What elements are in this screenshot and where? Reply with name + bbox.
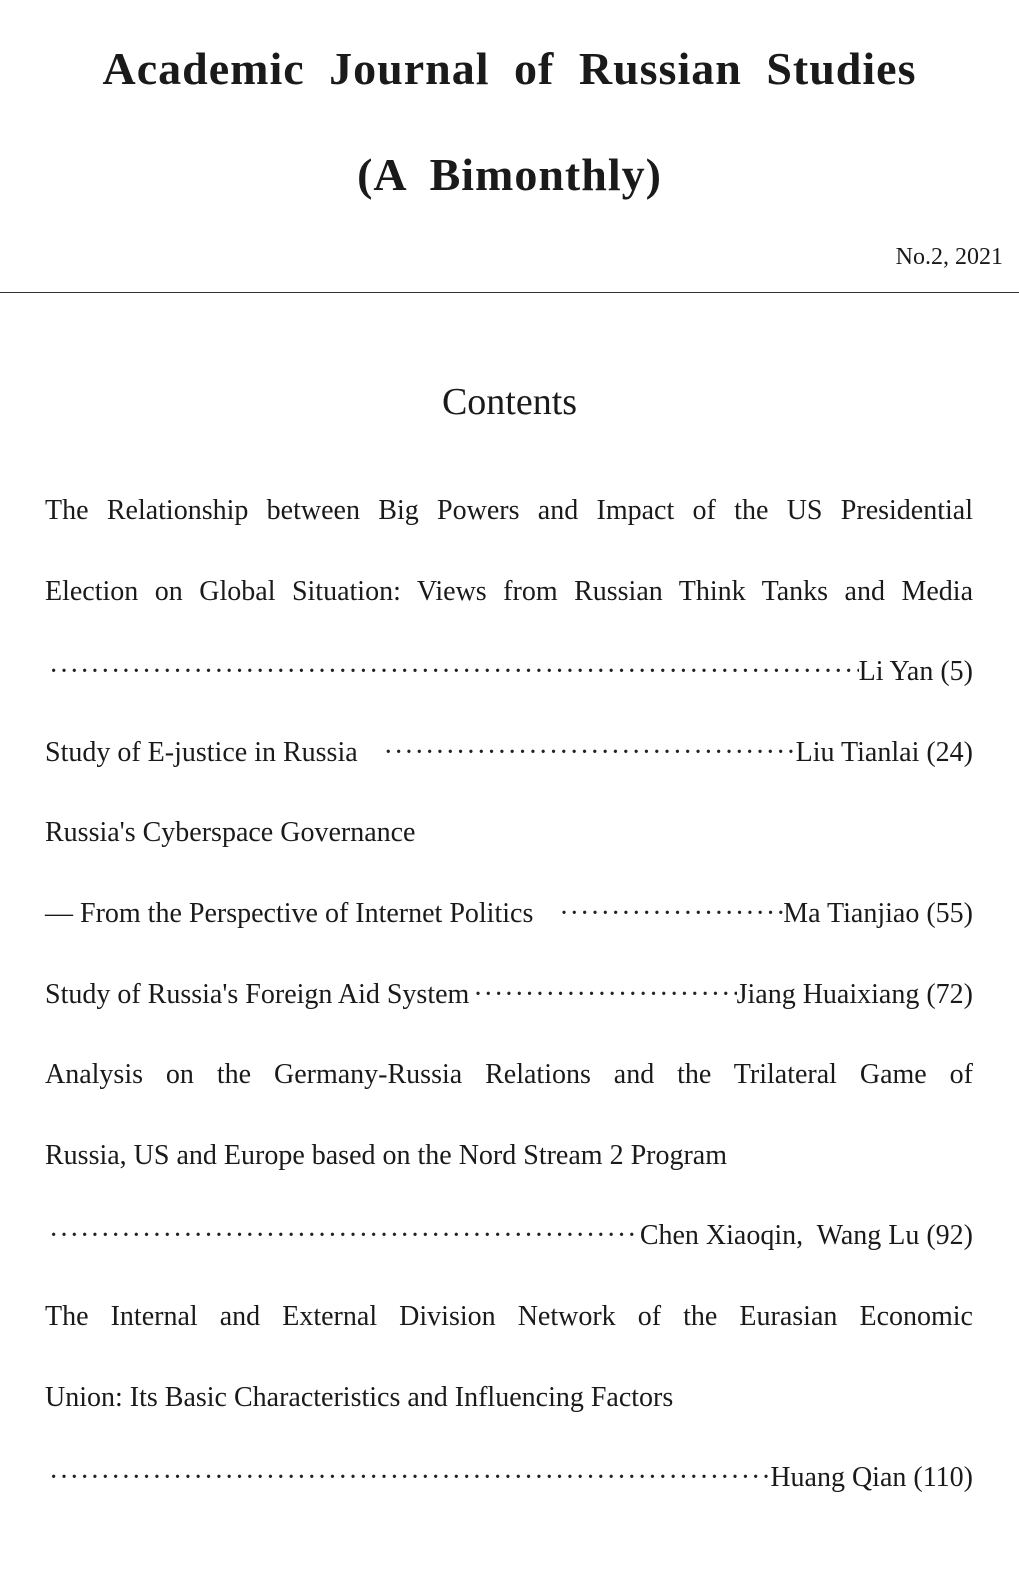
toc-entry-leader-line <box>45 1209 973 1290</box>
toc-entry-leader-line <box>45 1451 973 1532</box>
toc-entry-author-page: Huang Qian (110) <box>770 1462 973 1494</box>
toc-entry-title-line: The Internal and External Division Network of the Eurasian Economic <box>45 1300 973 1332</box>
toc-entry-author-page: Liu Tianlai (24) <box>795 736 973 768</box>
toc-entry-leader-line <box>45 726 973 807</box>
dot-leader <box>45 645 859 699</box>
dot-leader <box>555 887 783 941</box>
toc-entry-title-line: Election on Global Situation: Views from Russian Think Tanks and Media <box>45 575 973 607</box>
toc-entry-title-line: Union: Its Basic Characteristics and Influencing Factors <box>45 1381 674 1413</box>
header-divider <box>0 292 1019 293</box>
journal-subtitle: (A Bimonthly) <box>357 149 662 200</box>
dot-leader <box>45 1451 770 1505</box>
issue-number: No.2, 2021 <box>895 244 1003 270</box>
table-of-contents <box>45 484 973 1532</box>
toc-entry-author-page: Chen Xiaoqin, Wang Lu (92) <box>639 1220 973 1252</box>
toc-entry-subtitle: — From the Perspective of Internet Politics <box>45 897 534 929</box>
toc-entry-title-line: The Relationship between Big Powers and Impact of the US Presidential <box>45 495 973 526</box>
toc-entry-title: Study of E-justice in Russia <box>45 736 358 768</box>
toc-entry-leader-line <box>45 645 973 726</box>
toc-entry-title-line: Russia's Cyberspace Governance <box>45 817 416 849</box>
toc-entry-leader-line <box>45 968 973 1049</box>
dot-leader <box>45 1209 640 1263</box>
toc-entry-author-page: Ma Tianjiao (55) <box>783 897 973 929</box>
journal-title: Academic Journal of Russian Studies <box>102 43 917 94</box>
toc-entry-title-line: Analysis on the Germany-Russia Relations and the Trilateral Game of <box>45 1059 973 1091</box>
toc-entry-author-page: Li Yan (5) <box>858 656 973 688</box>
toc-entry-leader-line <box>45 887 973 968</box>
toc-entry-author-page: Jiang Huaixiang (72) <box>736 978 973 1010</box>
contents-heading: Contents <box>441 381 578 423</box>
toc-entry-title-line: Russia, US and Europe based on the Nord Stream 2 Program <box>45 1139 727 1171</box>
dot-leader <box>380 726 796 780</box>
toc-entry-title: Study of Russia's Foreign Aid System <box>45 978 470 1010</box>
dot-leader <box>469 968 736 1022</box>
